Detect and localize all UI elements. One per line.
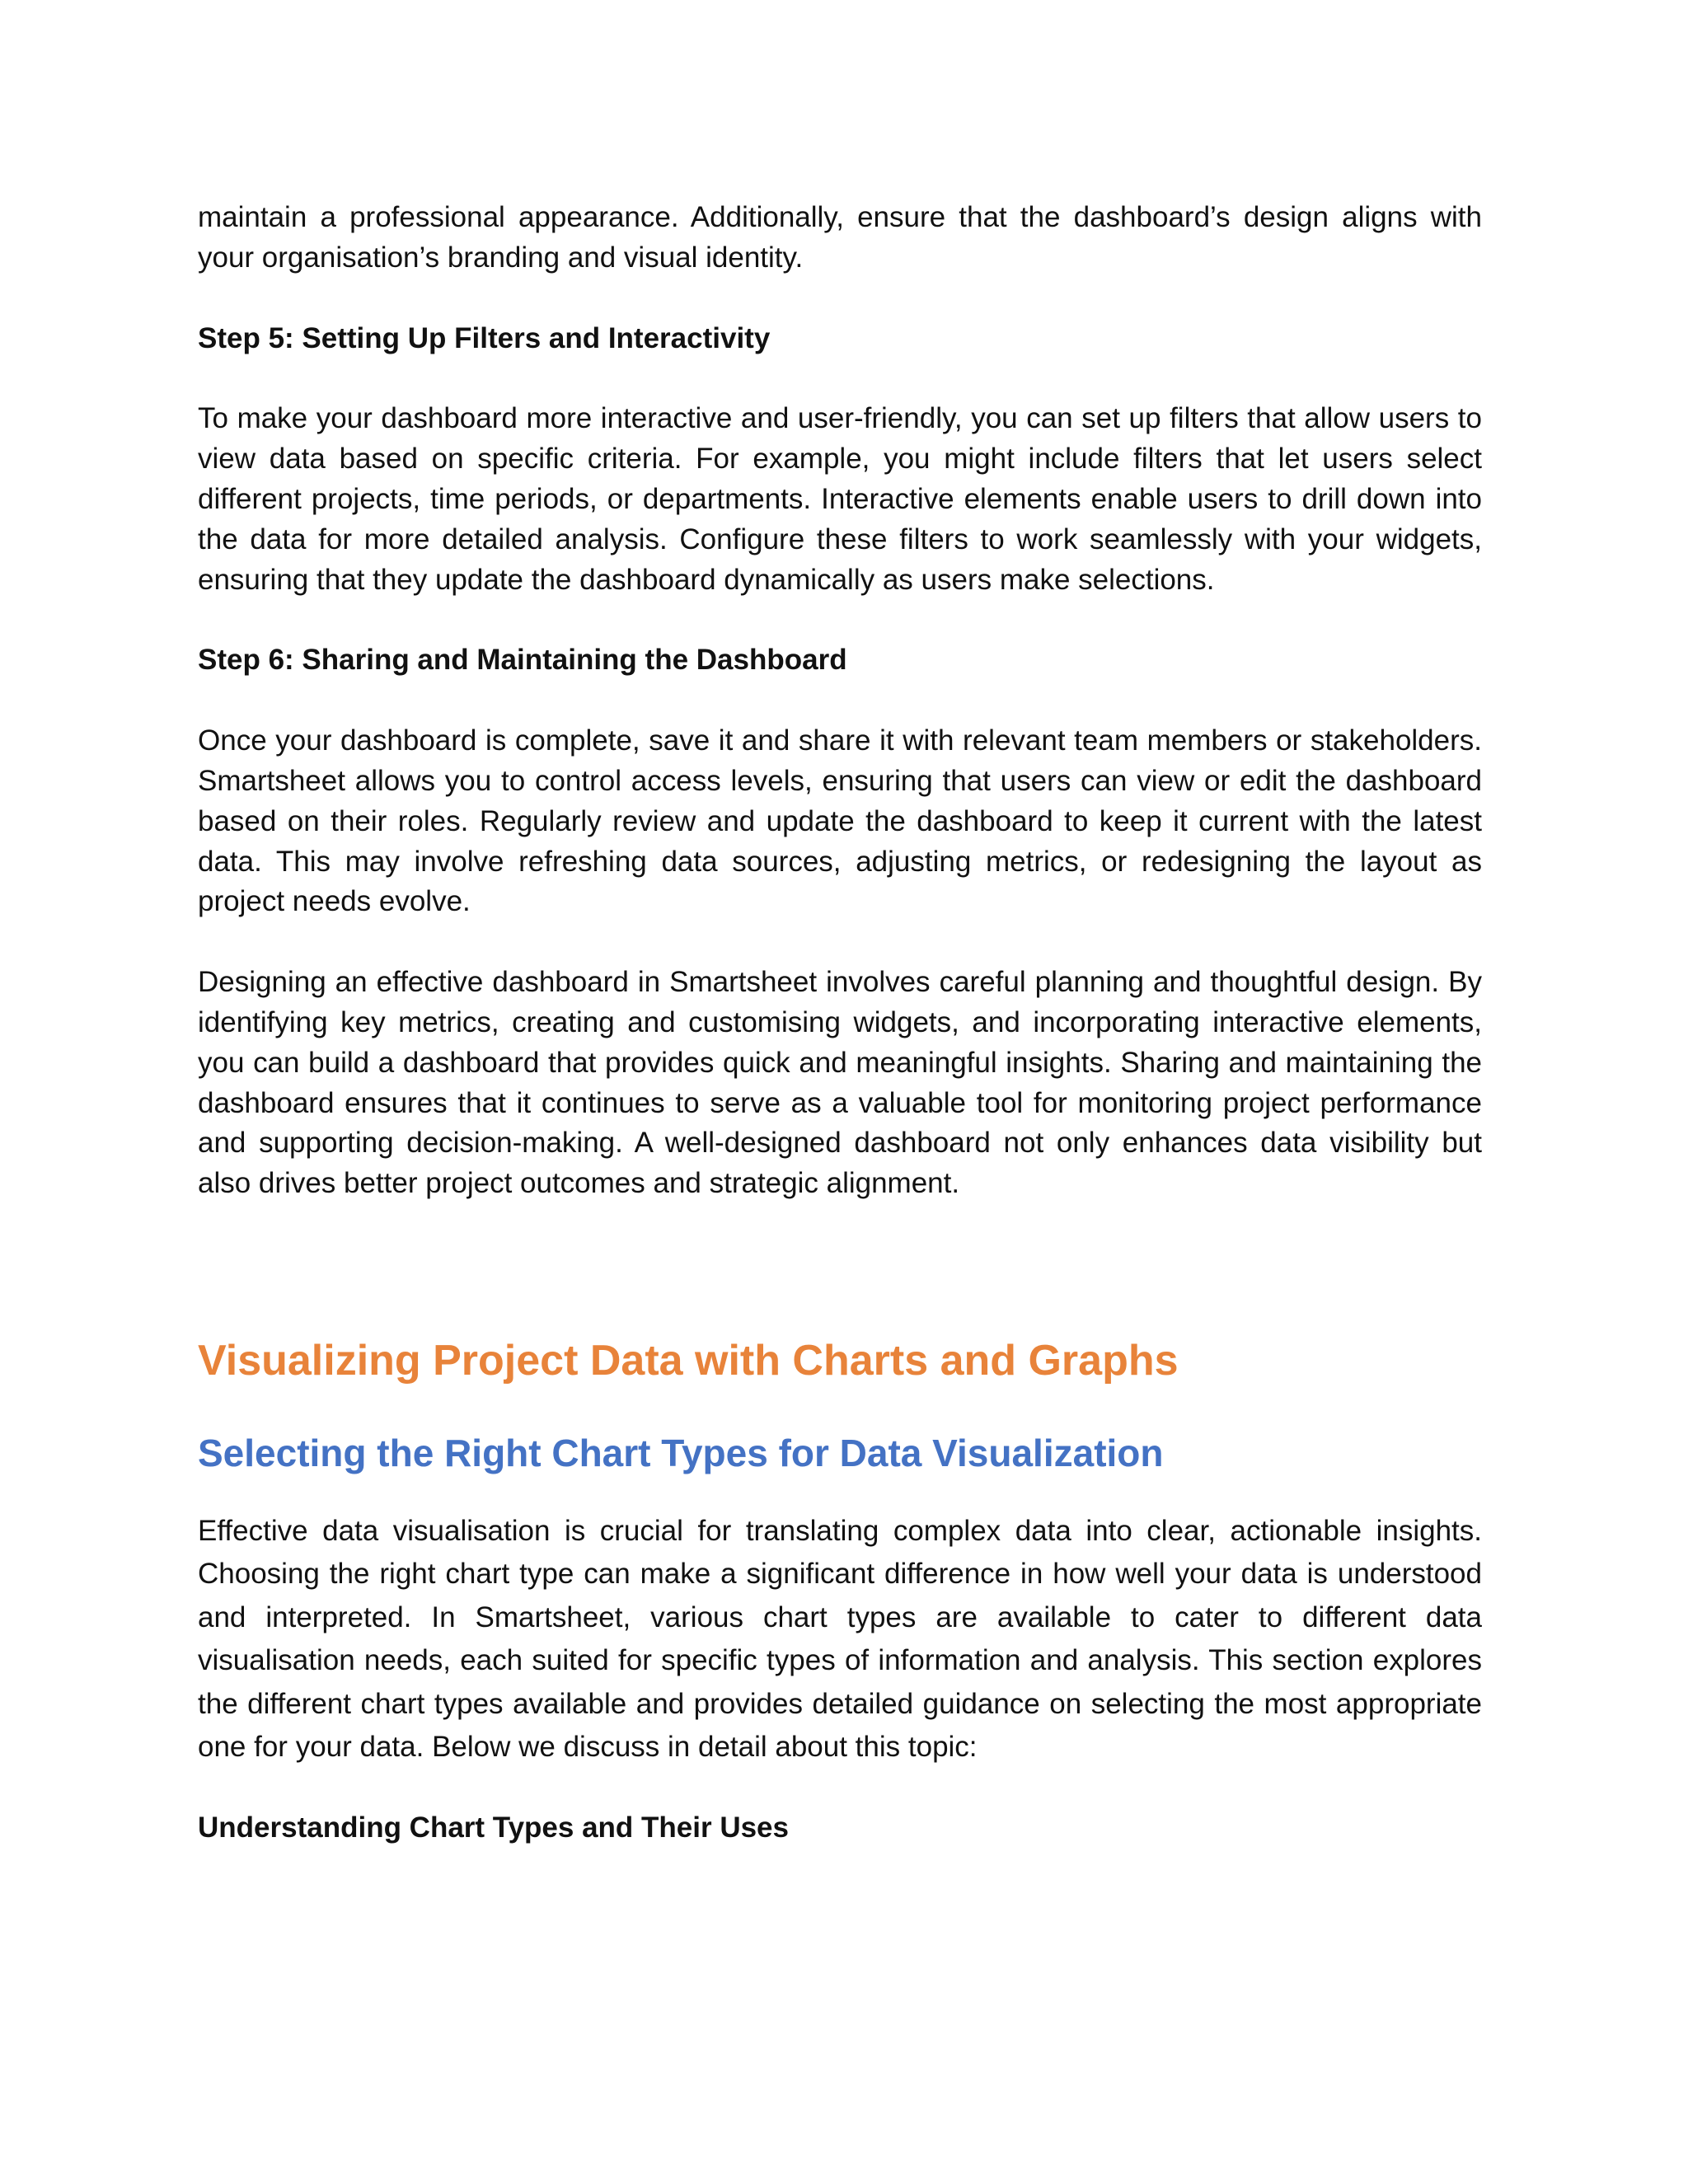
spacer xyxy=(198,1390,1482,1427)
subheading: Understanding Chart Types and Their Uses xyxy=(198,1811,789,1844)
step5-paragraph: To make your dashboard more interactive and user-friendly, you can set up filters that allow users to view data based on specific criteria. For example, you might include filters that let users select different projects, time periods, or departments. Interactive elements enable users to drill down into the data for more detailed analysis. Configure these filters to work seamlessly with your widgets, ensuring that they update the dashboard dynamically as users make selections. xyxy=(198,402,1482,596)
section-title: Selecting the Right Chart Types for Data Visualization xyxy=(198,1431,1164,1474)
spacer xyxy=(198,681,1482,721)
spacer xyxy=(198,1479,1482,1510)
step6-heading: Step 6: Sharing and Maintaining the Dashboard xyxy=(198,644,847,677)
spacer xyxy=(198,1769,1482,1808)
step6-paragraph: Once your dashboard is complete, save it and share it with relevant team members or stakeholders. Smartsheet allows you to control access levels, ensuring that users can view or edit the dashboard based on their roles. Regularly review and update the dashboard to keep it current with the latest data. This may involve refreshing data sources, adjusting metrics, or redesigning the layout as project needs evolve. xyxy=(198,724,1482,918)
section-intro-block xyxy=(198,1510,1482,1769)
spacer xyxy=(198,600,1482,640)
chapter-title: Visualizing Project Data with Charts and Graphs xyxy=(198,1336,1179,1385)
spacer xyxy=(198,1204,1482,1332)
spacer xyxy=(198,279,1482,319)
step5-heading: Step 5: Setting Up Filters and Interactivity xyxy=(198,321,771,354)
spacer xyxy=(198,922,1482,963)
spacer xyxy=(198,359,1482,399)
section-intro-paragraph: Effective data visualisation is crucial for translating complex data into clear, actionable insights. Choosing the right chart type can make a significant difference in how well your data is understood and interpreted. In Smartsheet, various chart types are available to cater to different data visualisation needs, each suited for specific types of information and analysis. This section explores the different chart types available and provides detailed guidance on selecting the most appropriate one for your data. Below we discuss in detail about this topic: xyxy=(198,1514,1482,1764)
conclusion-paragraph: Designing an effective dashboard in Smartsheet involves careful planning and thoughtful design. By identifying key metrics, creating and customising widgets, and incorporating interactive elements, you can build a dashboard that provides quick and meaningful insights. Sharing and maintaining the dashboard ensures that it continues to serve as a valuable tool for monitoring project performance and supporting decision-making. A well-designed dashboard not only enhances data visibility but also drives better project outcomes and strategic alignment. xyxy=(198,966,1482,1200)
document-page xyxy=(198,198,1482,1849)
intro-continuation-paragraph: maintain a professional appearance. Additionally, ensure that the dashboard’s design aligns with your organisation’s branding and visual identity. xyxy=(198,201,1482,274)
